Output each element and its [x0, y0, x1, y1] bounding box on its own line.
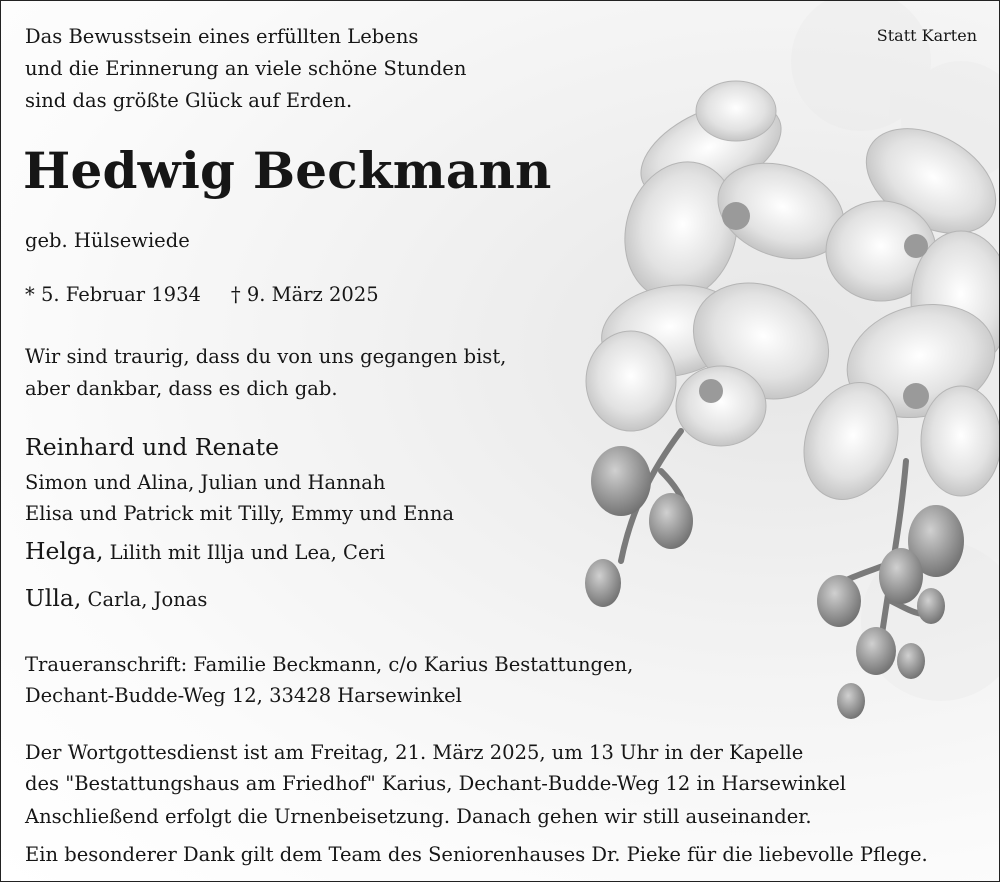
family-group-1-members — [25, 467, 454, 529]
deceased-name: Hedwig Beckmann — [23, 141, 552, 200]
quote-line: sind das größte Glück auf Erden. — [25, 89, 353, 112]
verse-line: Wir sind traurig, dass du von uns gegangen bist, — [25, 345, 507, 368]
service-line: des "Bestattungshaus am Friedhof" Karius, Dechant-Budde-Weg 12 in Harsewinkel — [25, 772, 847, 795]
verse-line: aber dankbar, dass es dich gab. — [25, 377, 338, 400]
family-head-name: Helga, — [25, 537, 104, 565]
service-line: Der Wortgottesdienst ist am Freitag, 21. März 2025, um 13 Uhr in der Kapelle — [25, 741, 804, 764]
family-members: Lilith mit Illja und Lea, Ceri — [109, 541, 386, 564]
quote-line: und die Erinnerung an viele schöne Stunden — [25, 57, 467, 80]
family-members: Carla, Jonas — [87, 588, 208, 611]
opening-quote — [25, 21, 466, 117]
maiden-name: geb. Hülsewiede — [25, 229, 190, 252]
urn-burial-note: Anschließend erfolgt die Urnenbeisetzung. Danach gehen wir still auseinander. — [25, 805, 812, 828]
statt-karten-label: Statt Karten — [876, 26, 977, 45]
address-line: Traueranschrift: Familie Beckmann, c/o Karius Bestattungen, — [25, 653, 634, 676]
quote-line: Das Bewusstsein eines erfüllten Lebens — [25, 25, 419, 48]
family-head-name: Ulla, — [25, 584, 82, 612]
birth-date: * 5. Februar 1934 — [25, 283, 201, 306]
family-line: Simon und Alina, Julian und Hannah — [25, 471, 386, 494]
life-dates — [25, 283, 379, 306]
family-group-1-head — [25, 433, 279, 461]
family-group-3 — [25, 584, 207, 612]
thanks-note: Ein besonderer Dank gilt dem Team des Seniorenhauses Dr. Pieke für die liebevolle Pflege. — [25, 843, 928, 866]
farewell-verse — [25, 341, 506, 405]
family-group-2 — [25, 537, 385, 565]
family-line: Elisa und Patrick mit Tilly, Emmy und Enna — [25, 502, 455, 525]
mourning-address — [25, 649, 633, 711]
service-info — [25, 737, 846, 799]
address-line: Dechant-Budde-Weg 12, 33428 Harsewinkel — [25, 684, 462, 707]
death-date: † 9. März 2025 — [230, 283, 379, 306]
orchid-illustration — [561, 1, 1000, 741]
family-head-name: Reinhard und Renate — [25, 433, 280, 461]
